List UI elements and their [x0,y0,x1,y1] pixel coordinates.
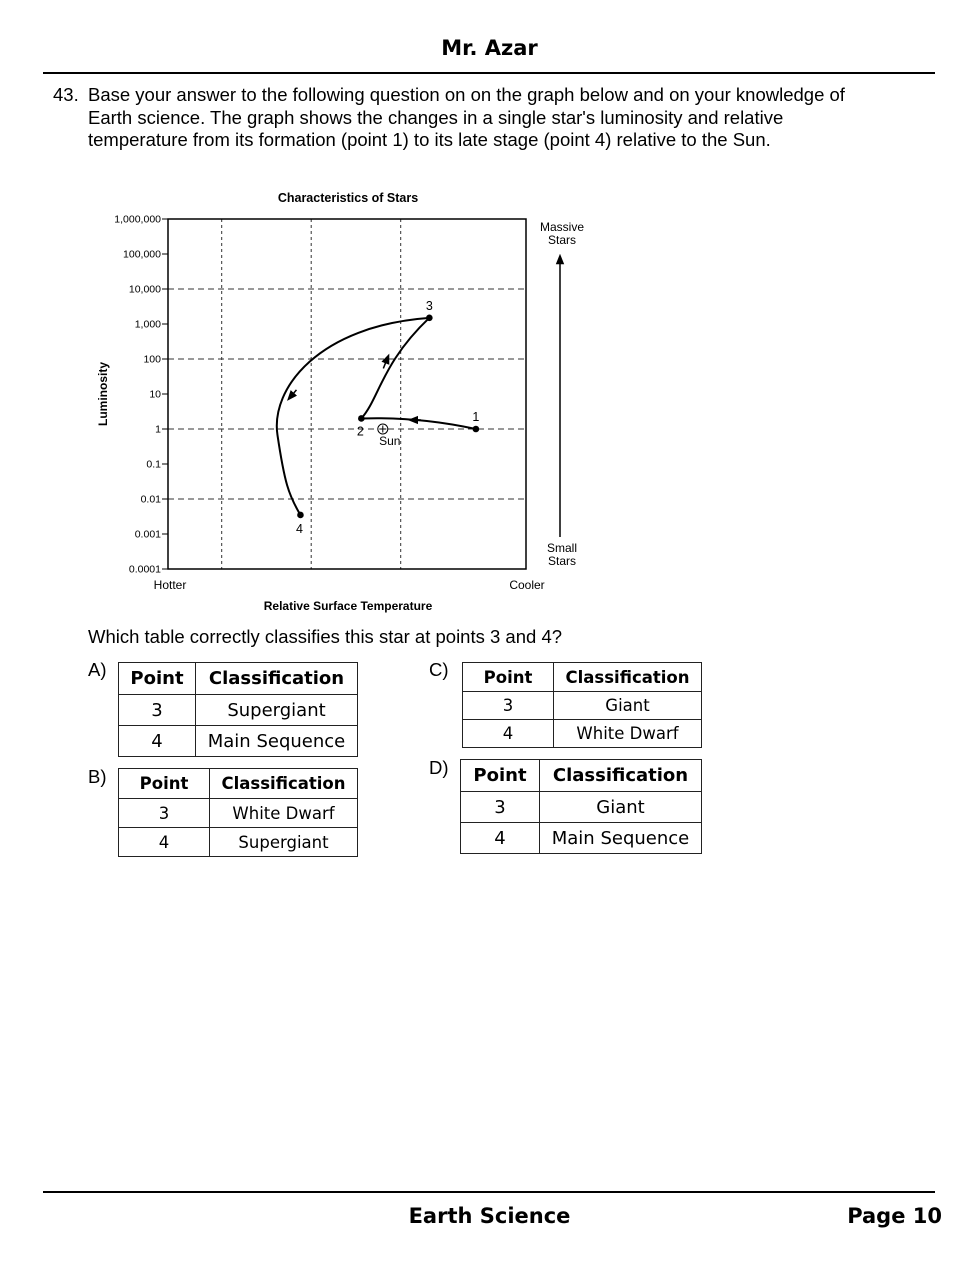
table-header: Point [119,663,196,695]
table-cell: 4 [461,823,540,854]
table-header: Point [463,663,554,692]
sun-label: Sun [379,434,401,448]
y-tick-label: 10,000 [128,283,161,296]
table-header: Point [119,769,210,799]
page-header-title: Mr. Azar [441,36,538,60]
path-segment-2-3 [361,318,429,419]
table-cell: 4 [119,726,196,757]
table-header: Classification [210,769,358,799]
star-point-label-2: 2 [356,424,364,439]
star-point-label-1: 1 [472,410,480,424]
star-point-2 [358,415,365,422]
table-cell: Giant [554,692,702,720]
table-header: Classification [196,663,358,695]
table-cell: 3 [119,799,210,828]
table-cell: Supergiant [210,828,358,857]
option-d-label[interactable]: D) [429,757,449,778]
question-text: Base your answer to the following question on on the graph below and on your knowledge of Earth science. The graph shows the changes in a single star's luminosity and relative temperature from its formation (point 1) to its late stage (point 4) relative to the Sun. [88,84,845,150]
massive-label: Massive [539,220,585,234]
y-tick-label: 10 [149,388,161,401]
option-a-table[interactable] [118,662,358,757]
y-tick-label: 1 [155,423,161,436]
y-axis-label: Luminosity [96,361,110,427]
y-tick-label: 0.01 [140,493,161,506]
y-tick-label: 100 [143,353,161,366]
star-point-label-3: 3 [425,298,433,313]
stars-chart [88,182,618,622]
sun-marker [378,424,401,448]
chart-grid [168,219,526,569]
table-header: Point [461,760,540,792]
table-header: Classification [554,663,702,692]
y-axis-ticks [114,214,168,576]
y-tick-label: 0.1 [146,458,161,471]
option-b-table[interactable] [118,768,358,857]
y-tick-label: 1,000 [134,318,161,331]
table-header: Classification [540,760,702,792]
option-b-label[interactable]: B) [88,766,107,787]
star-point-4 [297,512,304,519]
table-cell: Supergiant [196,695,358,726]
table-cell: 3 [119,695,196,726]
chart-title: Characteristics of Stars [277,191,419,205]
star-point-1 [473,426,480,433]
footer-subject: Earth Science [408,1204,571,1228]
table-cell: 3 [463,692,554,720]
table-cell: Giant [540,792,702,823]
option-a-label[interactable]: A) [88,659,107,680]
table-cell: Main Sequence [196,726,358,757]
header-divider [43,72,935,74]
x-tick-label-hotter: Hotter [153,578,187,592]
question-prompt: Which table correctly classifies this star at points 3 and 4? [88,626,563,647]
x-axis-label: Relative Surface Temperature [263,599,433,613]
option-c-table[interactable] [462,662,702,748]
y-tick-label: 100,000 [123,248,161,261]
table-cell: White Dwarf [554,720,702,748]
x-tick-label-cooler: Cooler [509,578,545,592]
small-label: Small [546,541,578,555]
y-tick-label: 0.001 [134,528,161,541]
y-tick-label: 0.0001 [128,563,161,576]
option-c-label[interactable]: C) [429,659,449,680]
table-cell: 4 [119,828,210,857]
page-number: Page 10 [847,1204,942,1228]
option-d-table[interactable] [460,759,702,854]
star-point-label-4: 4 [295,521,303,536]
y-tick-label: 1,000,000 [114,213,161,226]
table-cell: Main Sequence [540,823,702,854]
table-cell: White Dwarf [210,799,358,828]
star-evolution-path [277,318,476,515]
table-cell: 3 [461,792,540,823]
path-segment-3-4 [277,318,430,515]
path-direction-arrow [383,358,387,368]
star-point-3 [426,315,433,322]
path-direction-arrow [290,390,296,397]
footer-divider [43,1191,935,1193]
table-cell: 4 [463,720,554,748]
question-number: 43. [53,84,79,105]
massive-label-2: Stars [547,233,577,247]
small-label-2: Stars [547,554,577,568]
